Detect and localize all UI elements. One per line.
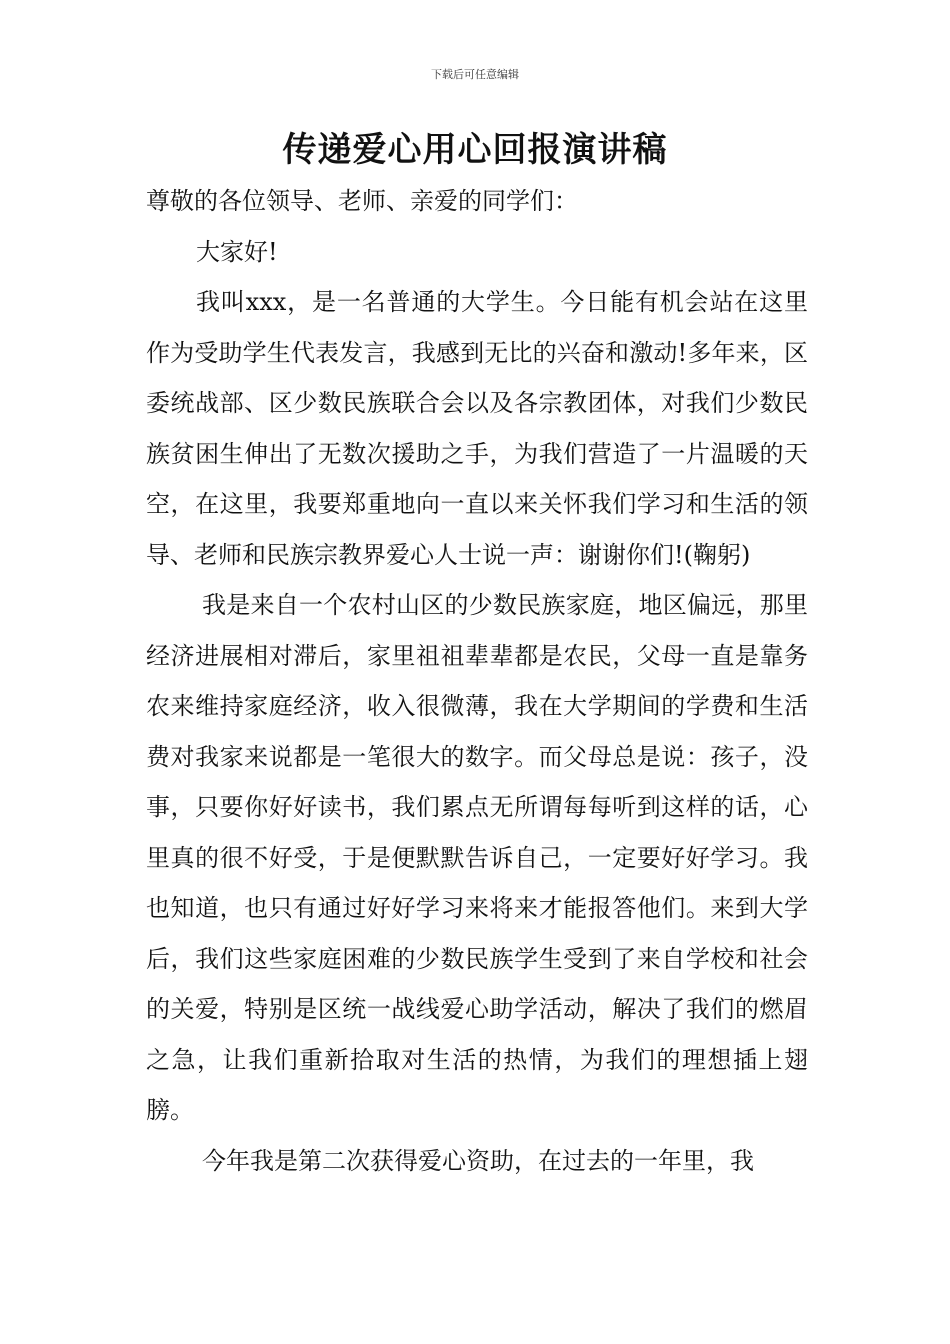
paragraph-2: 我是来自一个农村山区的少数民族家庭，地区偏远，那里经济进展相对滞后，家里祖祖辈辈都是农民，父母一直是靠务农来维持家庭经济，收入很微薄，我在大学期间的学费和生活费对我家来说都是一笔很大的数字。而父母总是说：孩子，没事，只要你好好读书，我们累点无所谓每每听到这样的话，心里真的很不好受，于是便默默告诉自己，一定要好好学习。我也知道，也只有通过好好学习来将来才能报答他们。来到大学后，我们这些家庭困难的少数民族学生受到了来自学校和社会的关爱，特别是区统一战线爱心助学活动，解决了我们的燃眉之急，让我们重新拾取对生活的热情，为我们的理想插上翅膀。	[146, 591, 808, 1124]
page-header-note: 下载后可任意编辑	[431, 68, 519, 81]
salutation-line: 尊敬的各位领导、老师、亲爱的同学们：	[146, 187, 578, 215]
document-body	[146, 176, 808, 1186]
document-title: 传递爱心用心回报演讲稿	[282, 130, 668, 170]
greeting-line: 大家好!	[196, 237, 278, 266]
paragraph-3: 今年我是第二次获得爱心资助，在过去的一年里，我	[202, 1146, 754, 1175]
paragraph-1: 我叫xxx，是一名普通的大学生。今日能有机会站在这里作为受助学生代表发言，我感到无比的兴奋和激动!多年来，区委统战部、区少数民族联合会以及各宗教团体，对我们少数民族贫困生伸出了无数次援助之手，为我们营造了一片温暖的天空，在这里，我要郑重地向一直以来关怀我们学习和生活的领导、老师和民族宗教界爱心人士说一声：谢谢你们!(鞠躬)	[146, 288, 808, 569]
